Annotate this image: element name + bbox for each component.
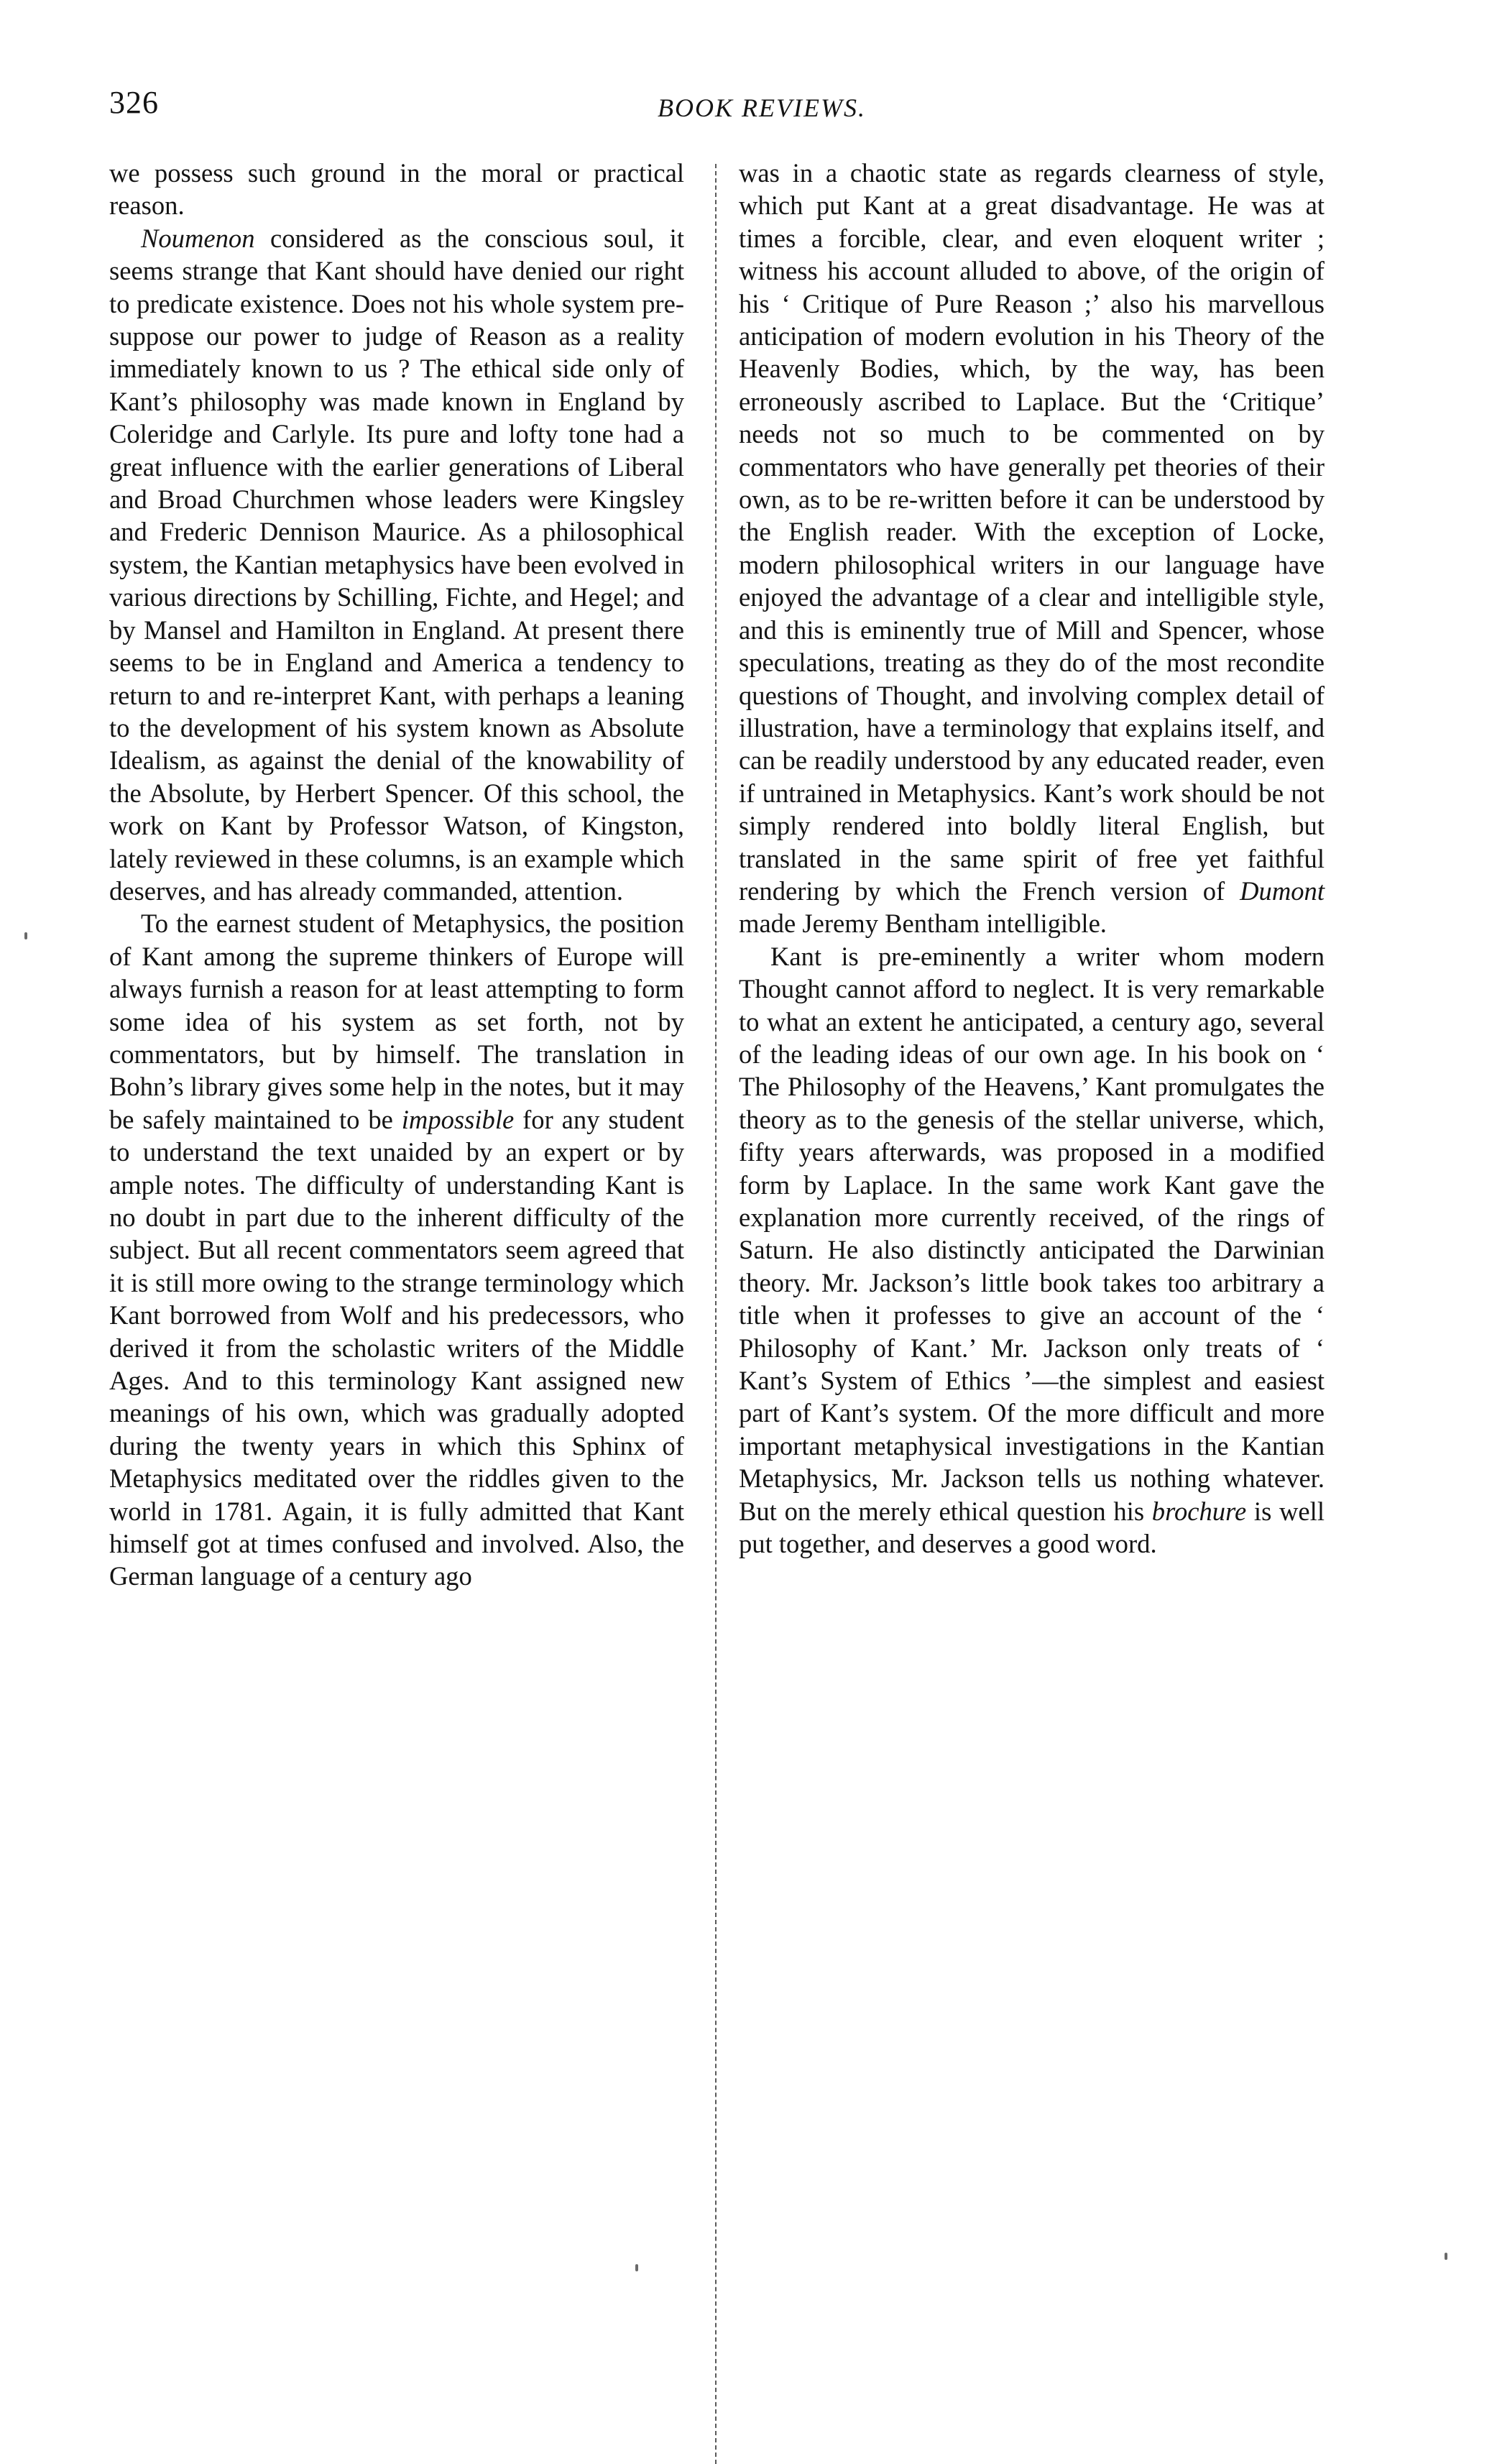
stray-ink-mark	[1445, 2253, 1447, 2260]
paragraph	[739, 157, 1325, 940]
column-divider	[715, 164, 717, 2464]
right-column	[739, 157, 1325, 1560]
left-column	[109, 157, 684, 1593]
text-run: To the earnest student of Metaphysics, the position of Kant among the supreme thinkers of Europe will always furnish a reason for at least attempting to form some idea of his system as set forth, not by commentators, but by himself. The translation in Bohn’s library gives some help in the notes, but it may be safely maintained to be	[109, 909, 684, 1134]
text-run: we possess such ground in the moral or practical reason.	[109, 158, 684, 221]
italic-text: impossible	[401, 1104, 515, 1134]
text-run: for any student to understand the text unaided by an expert or by ample notes. The difficulty of understanding Kant is no doubt in part due to the inherent difficulty of the subject. But all recent commentators seem agreed that it is still more owing to the strange terminology which Kant borrowed from Wolf and his predecessors, who derived it from the scholastic writers of the Middle Ages. And to this terminology Kant assigned new meanings of his own, which was gradually adopted during the twenty years in which this Sphinx of Metaphysics meditated over the riddles given to the world in 1781. Again, it is fully admitted that Kant himself got at times confused and involved. Also, the German language of a century ago	[109, 1104, 684, 1591]
paragraph	[109, 222, 684, 908]
page-number: 326	[109, 85, 159, 120]
text-run: made Jeremy Bentham intelligible.	[739, 909, 1107, 939]
text-run: is well put together, and deserves a good word.	[739, 1496, 1325, 1559]
paragraph	[109, 907, 684, 1593]
stray-ink-mark	[24, 932, 27, 939]
italic-text: Dumont	[1240, 875, 1325, 906]
italic-text: Noumenon	[141, 223, 255, 253]
paragraph	[109, 157, 684, 222]
text-run: considered as the conscious soul, it seems strange that Kant should have denied our right to predicate existence. Does not his whole system pre-suppose our power to judge of Reason as a reality immediately known to us ? The ethical side only of Kant’s philosophy was made known in England by Coleridge and Carlyle. Its pure and lofty tone had a great influence with the earlier generations of Liberal and Broad Churchmen whose leaders were Kingsley and Frederic Dennison Maurice. As a philosophical system, the Kantian metaphysics have been evolved in various directions by Schilling, Fichte, and Hegel; and by Mansel and Hamilton in England. At present there seems to be in England and America a tendency to return to and re-interpret Kant, with perhaps a leaning to the development of his system known as Absolute Idealism, as against the denial of the knowability of the Absolute, by Herbert Spencer. Of this school, the work on Kant by Professor Watson, of Kingston, lately reviewed in these columns, is an example which deserves, and has already commanded, attention.	[109, 223, 684, 906]
text-run: Kant is pre-eminently a writer whom modern Thought cannot afford to neglect. It is very remarkable to what an extent he anticipated, a century ago, several of the leading ideas of our own age. In his book on ‘ The Philosophy of the Heavens,’ Kant promulgates the theory as to the genesis of the stellar universe, which, fifty years afterwards, was proposed in a modified form by Laplace. In the same work Kant gave the explanation more currently received, of the rings of Saturn. He also distinctly anticipated the Darwinian theory. Mr. Jackson’s little book takes too arbitrary a title when it professes to give an account of the ‘ Philosophy of Kant.’ Mr. Jackson only treats of ‘ Kant’s System of Ethics ’—the simplest and easiest part of Kant’s system. Of the more difficult and more important metaphysical investigations in the Kantian Metaphysics, Mr. Jackson tells us nothing whatever. But on the merely ethical question his	[739, 941, 1325, 1526]
stray-ink-mark	[635, 2264, 638, 2271]
paragraph	[739, 940, 1325, 1560]
running-head: BOOK REVIEWS.	[658, 93, 866, 122]
italic-text: brochure	[1151, 1496, 1247, 1526]
text-run: was in a chaotic state as regards clearness of style, which put Kant at a great disadvantage. He was at times a forcible, clear, and even eloquent writer ; witness his account alluded to above, of the origin of his ‘ Critique of Pure Reason ;’ also his marvellous anticipation of modern evolution in his Theory of the Heavenly Bodies, which, by the way, has been erroneously ascribed to Laplace. But the ‘Critique’ needs not so much to be commented on by commentators who have generally pet theories of their own, as to be re-written before it can be understood by the English reader. With the exception of Locke, modern philosophical writers in our language have enjoyed the advantage of a clear and intelligible style, and this is eminently true of Mill and Spencer, whose speculations, treating as they do of the most recondite questions of Thought, and involving complex detail of illustration, have a terminology that explains itself, and can be readily understood by any educated reader, even if untrained in Metaphysics. Kant’s work should be not simply rendered into boldly literal English, but translated in the same spirit of free yet faithful rendering by which the French version of	[739, 158, 1325, 906]
